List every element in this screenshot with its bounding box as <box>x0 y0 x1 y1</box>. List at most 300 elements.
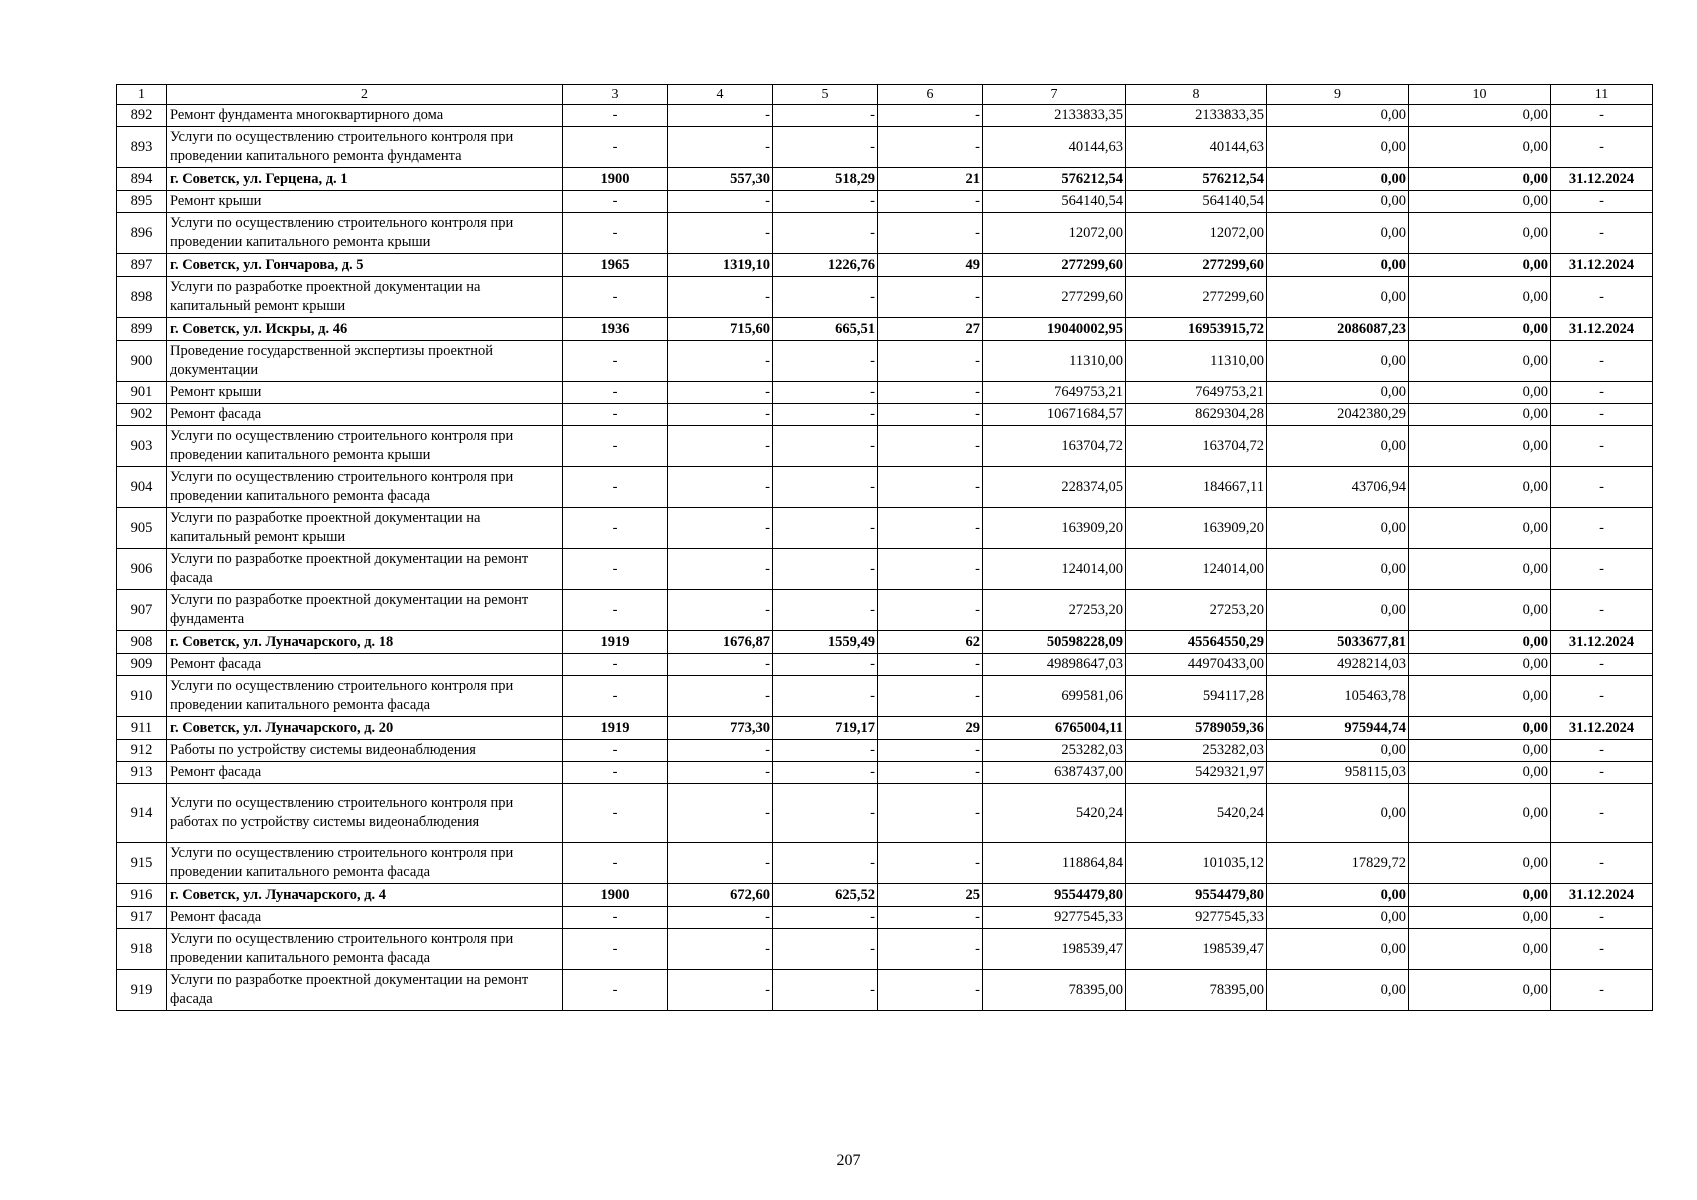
cost-fund-cell: 45564550,29 <box>1126 631 1267 654</box>
cost-other-cell: 43706,94 <box>1267 467 1409 508</box>
cost-other-cell: 17829,72 <box>1267 843 1409 884</box>
item-name-cell: Услуги по осуществлению строительного контроля при проведении капитального ремонта фасада <box>167 676 563 717</box>
cost-owners-cell: 0,00 <box>1409 467 1551 508</box>
cost-owners-cell: 0,00 <box>1409 508 1551 549</box>
total-area-cell: - <box>668 970 773 1011</box>
cost-fund-cell: 40144,63 <box>1126 127 1267 168</box>
deadline-cell: - <box>1551 404 1653 426</box>
living-area-cell: - <box>773 590 878 631</box>
item-name-cell: Услуги по осуществлению строительного контроля при проведении капитального ремонта фундамента <box>167 127 563 168</box>
cost-owners-cell: 0,00 <box>1409 654 1551 676</box>
cost-fund-cell: 124014,00 <box>1126 549 1267 590</box>
cost-other-cell: 0,00 <box>1267 426 1409 467</box>
deadline-cell: - <box>1551 277 1653 318</box>
total-cost-cell: 7649753,21 <box>983 382 1126 404</box>
item-name-cell: Услуги по осуществлению строительного контроля при проведении капитального ремонта фасада <box>167 929 563 970</box>
total-cost-cell: 50598228,09 <box>983 631 1126 654</box>
total-cost-cell: 5420,24 <box>983 784 1126 843</box>
cost-fund-cell: 78395,00 <box>1126 970 1267 1011</box>
living-area-cell: - <box>773 676 878 717</box>
row-number-cell: 907 <box>117 590 167 631</box>
year-built-cell: - <box>563 467 668 508</box>
column-header-5: 5 <box>773 85 878 105</box>
item-name-cell: Услуги по разработке проектной документации на ремонт фундамента <box>167 590 563 631</box>
deadline-cell: - <box>1551 590 1653 631</box>
total-area-cell: - <box>668 277 773 318</box>
total-cost-cell: 564140,54 <box>983 191 1126 213</box>
item-name-cell: Ремонт фундамента многоквартирного дома <box>167 105 563 127</box>
total-cost-cell: 2133833,35 <box>983 105 1126 127</box>
item-name-cell: г. Советск, ул. Луначарского, д. 4 <box>167 884 563 907</box>
item-name-cell: Ремонт крыши <box>167 382 563 404</box>
cost-owners-cell: 0,00 <box>1409 784 1551 843</box>
table-row <box>117 549 1653 590</box>
year-built-cell: - <box>563 213 668 254</box>
item-name-cell: г. Советск, ул. Гончарова, д. 5 <box>167 254 563 277</box>
row-number-cell: 897 <box>117 254 167 277</box>
total-cost-cell: 6387437,00 <box>983 762 1126 784</box>
row-number-cell: 915 <box>117 843 167 884</box>
cost-owners-cell: 0,00 <box>1409 382 1551 404</box>
cost-owners-cell: 0,00 <box>1409 277 1551 318</box>
living-area-cell: 1226,76 <box>773 254 878 277</box>
column-header-4: 4 <box>668 85 773 105</box>
year-built-cell: - <box>563 191 668 213</box>
total-area-cell: - <box>668 191 773 213</box>
total-cost-cell: 163909,20 <box>983 508 1126 549</box>
residents-cell: - <box>878 784 983 843</box>
column-header-8: 8 <box>1126 85 1267 105</box>
year-built-cell: 1965 <box>563 254 668 277</box>
deadline-cell: 31.12.2024 <box>1551 254 1653 277</box>
table-row <box>117 740 1653 762</box>
header-row <box>117 85 1653 105</box>
item-name-cell: г. Советск, ул. Луначарского, д. 18 <box>167 631 563 654</box>
residents-cell: - <box>878 654 983 676</box>
row-number-cell: 911 <box>117 717 167 740</box>
cost-fund-cell: 12072,00 <box>1126 213 1267 254</box>
table-row <box>117 404 1653 426</box>
living-area-cell: - <box>773 341 878 382</box>
deadline-cell: - <box>1551 213 1653 254</box>
item-name-cell: Услуги по разработке проектной документации на ремонт фасада <box>167 549 563 590</box>
deadline-cell: - <box>1551 929 1653 970</box>
cost-other-cell: 0,00 <box>1267 127 1409 168</box>
year-built-cell: - <box>563 341 668 382</box>
total-area-cell: - <box>668 467 773 508</box>
total-cost-cell: 78395,00 <box>983 970 1126 1011</box>
cost-fund-cell: 27253,20 <box>1126 590 1267 631</box>
cost-other-cell: 2042380,29 <box>1267 404 1409 426</box>
total-cost-cell: 277299,60 <box>983 277 1126 318</box>
column-header-2: 2 <box>167 85 563 105</box>
cost-other-cell: 0,00 <box>1267 740 1409 762</box>
table-row <box>117 127 1653 168</box>
item-name-cell: Ремонт фасада <box>167 762 563 784</box>
residents-cell: - <box>878 105 983 127</box>
total-area-cell: 672,60 <box>668 884 773 907</box>
total-area-cell: - <box>668 929 773 970</box>
cost-other-cell: 0,00 <box>1267 277 1409 318</box>
row-number-cell: 900 <box>117 341 167 382</box>
year-built-cell: - <box>563 127 668 168</box>
cost-other-cell: 0,00 <box>1267 254 1409 277</box>
cost-fund-cell: 576212,54 <box>1126 168 1267 191</box>
total-area-cell: - <box>668 676 773 717</box>
year-built-cell: 1900 <box>563 884 668 907</box>
cost-owners-cell: 0,00 <box>1409 191 1551 213</box>
row-number-cell: 905 <box>117 508 167 549</box>
living-area-cell: - <box>773 654 878 676</box>
residents-cell: 62 <box>878 631 983 654</box>
residents-cell: - <box>878 127 983 168</box>
year-built-cell: - <box>563 740 668 762</box>
cost-owners-cell: 0,00 <box>1409 843 1551 884</box>
cost-other-cell: 0,00 <box>1267 784 1409 843</box>
year-built-cell: - <box>563 105 668 127</box>
page-number: 207 <box>836 1152 861 1169</box>
cost-fund-cell: 184667,11 <box>1126 467 1267 508</box>
living-area-cell: 665,51 <box>773 318 878 341</box>
total-area-cell: 557,30 <box>668 168 773 191</box>
item-name-cell: г. Советск, ул. Луначарского, д. 20 <box>167 717 563 740</box>
total-cost-cell: 6765004,11 <box>983 717 1126 740</box>
cost-fund-cell: 564140,54 <box>1126 191 1267 213</box>
total-cost-cell: 9277545,33 <box>983 907 1126 929</box>
total-area-cell: - <box>668 762 773 784</box>
total-cost-cell: 277299,60 <box>983 254 1126 277</box>
residents-cell: - <box>878 191 983 213</box>
residents-cell: - <box>878 762 983 784</box>
living-area-cell: - <box>773 784 878 843</box>
column-header-7: 7 <box>983 85 1126 105</box>
row-number-cell: 896 <box>117 213 167 254</box>
row-number-cell: 916 <box>117 884 167 907</box>
total-cost-cell: 27253,20 <box>983 590 1126 631</box>
residents-cell: - <box>878 676 983 717</box>
cost-fund-cell: 8629304,28 <box>1126 404 1267 426</box>
deadline-cell: - <box>1551 843 1653 884</box>
total-area-cell: - <box>668 508 773 549</box>
item-name-cell: г. Советск, ул. Герцена, д. 1 <box>167 168 563 191</box>
total-cost-cell: 118864,84 <box>983 843 1126 884</box>
residents-cell: - <box>878 213 983 254</box>
row-number-cell: 893 <box>117 127 167 168</box>
deadline-cell: - <box>1551 341 1653 382</box>
residents-cell: - <box>878 341 983 382</box>
total-area-cell: 1676,87 <box>668 631 773 654</box>
cost-owners-cell: 0,00 <box>1409 127 1551 168</box>
cost-owners-cell: 0,00 <box>1409 105 1551 127</box>
year-built-cell: - <box>563 590 668 631</box>
table-row <box>117 508 1653 549</box>
row-number-cell: 906 <box>117 549 167 590</box>
item-name-cell: Услуги по осуществлению строительного контроля при проведении капитального ремонта крыши <box>167 213 563 254</box>
row-number-cell: 892 <box>117 105 167 127</box>
item-name-cell: Ремонт крыши <box>167 191 563 213</box>
year-built-cell: - <box>563 843 668 884</box>
row-number-cell: 914 <box>117 784 167 843</box>
living-area-cell: 719,17 <box>773 717 878 740</box>
cost-fund-cell: 277299,60 <box>1126 277 1267 318</box>
total-area-cell: - <box>668 907 773 929</box>
year-built-cell: - <box>563 426 668 467</box>
row-number-cell: 909 <box>117 654 167 676</box>
total-area-cell: 773,30 <box>668 717 773 740</box>
cost-other-cell: 0,00 <box>1267 884 1409 907</box>
item-name-cell: Услуги по осуществлению строительного контроля при проведении капитального ремонта фасада <box>167 467 563 508</box>
living-area-cell: - <box>773 105 878 127</box>
total-area-cell: - <box>668 590 773 631</box>
living-area-cell: - <box>773 467 878 508</box>
residents-cell: 27 <box>878 318 983 341</box>
total-area-cell: - <box>668 426 773 467</box>
total-area-cell: - <box>668 127 773 168</box>
table-row <box>117 762 1653 784</box>
row-number-cell: 917 <box>117 907 167 929</box>
residents-cell: - <box>878 277 983 318</box>
table-row <box>117 970 1653 1011</box>
deadline-cell: - <box>1551 784 1653 843</box>
living-area-cell: - <box>773 549 878 590</box>
table-row <box>117 426 1653 467</box>
cost-other-cell: 0,00 <box>1267 929 1409 970</box>
column-header-10: 10 <box>1409 85 1551 105</box>
item-name-cell: Услуги по осуществлению строительного контроля при проведении капитального ремонта фасада <box>167 843 563 884</box>
row-number-cell: 903 <box>117 426 167 467</box>
deadline-cell: - <box>1551 508 1653 549</box>
cost-fund-cell: 9277545,33 <box>1126 907 1267 929</box>
row-number-cell: 895 <box>117 191 167 213</box>
cost-other-cell: 0,00 <box>1267 508 1409 549</box>
table-row <box>117 105 1653 127</box>
total-cost-cell: 12072,00 <box>983 213 1126 254</box>
table-header <box>117 85 1653 105</box>
living-area-cell: - <box>773 426 878 467</box>
total-cost-cell: 19040002,95 <box>983 318 1126 341</box>
total-area-cell: 715,60 <box>668 318 773 341</box>
cost-fund-cell: 594117,28 <box>1126 676 1267 717</box>
total-cost-cell: 576212,54 <box>983 168 1126 191</box>
total-area-cell: - <box>668 843 773 884</box>
year-built-cell: 1919 <box>563 631 668 654</box>
address-row <box>117 717 1653 740</box>
row-number-cell: 899 <box>117 318 167 341</box>
living-area-cell: 1559,49 <box>773 631 878 654</box>
data-table <box>116 84 1653 1011</box>
year-built-cell: - <box>563 784 668 843</box>
residents-cell: - <box>878 929 983 970</box>
residents-cell: - <box>878 404 983 426</box>
year-built-cell: - <box>563 508 668 549</box>
cost-fund-cell: 277299,60 <box>1126 254 1267 277</box>
deadline-cell: - <box>1551 654 1653 676</box>
living-area-cell: - <box>773 929 878 970</box>
item-name-cell: Услуги по разработке проектной документации на капитальный ремонт крыши <box>167 277 563 318</box>
item-name-cell: Услуги по разработке проектной документации на ремонт фасада <box>167 970 563 1011</box>
total-area-cell: - <box>668 740 773 762</box>
column-header-1: 1 <box>117 85 167 105</box>
year-built-cell: - <box>563 277 668 318</box>
total-cost-cell: 253282,03 <box>983 740 1126 762</box>
total-area-cell: - <box>668 105 773 127</box>
cost-fund-cell: 253282,03 <box>1126 740 1267 762</box>
total-area-cell: - <box>668 213 773 254</box>
table-row <box>117 277 1653 318</box>
table-row <box>117 191 1653 213</box>
row-number-cell: 910 <box>117 676 167 717</box>
cost-other-cell: 0,00 <box>1267 382 1409 404</box>
living-area-cell: - <box>773 970 878 1011</box>
year-built-cell: - <box>563 762 668 784</box>
cost-owners-cell: 0,00 <box>1409 907 1551 929</box>
item-name-cell: Услуги по осуществлению строительного контроля при работах по устройству системы видеонаблюдения <box>167 784 563 843</box>
residents-cell: - <box>878 907 983 929</box>
living-area-cell: - <box>773 762 878 784</box>
deadline-cell: 31.12.2024 <box>1551 717 1653 740</box>
total-area-cell: - <box>668 784 773 843</box>
total-cost-cell: 124014,00 <box>983 549 1126 590</box>
living-area-cell: - <box>773 213 878 254</box>
row-number-cell: 902 <box>117 404 167 426</box>
year-built-cell: - <box>563 907 668 929</box>
cost-other-cell: 0,00 <box>1267 907 1409 929</box>
cost-other-cell: 4928214,03 <box>1267 654 1409 676</box>
residents-cell: - <box>878 382 983 404</box>
table-body <box>117 105 1653 1011</box>
deadline-cell: 31.12.2024 <box>1551 318 1653 341</box>
cost-fund-cell: 5420,24 <box>1126 784 1267 843</box>
cost-fund-cell: 7649753,21 <box>1126 382 1267 404</box>
row-number-cell: 912 <box>117 740 167 762</box>
cost-owners-cell: 0,00 <box>1409 676 1551 717</box>
residents-cell: - <box>878 590 983 631</box>
deadline-cell: - <box>1551 191 1653 213</box>
cost-other-cell: 958115,03 <box>1267 762 1409 784</box>
deadline-cell: - <box>1551 762 1653 784</box>
cost-owners-cell: 0,00 <box>1409 762 1551 784</box>
table-row <box>117 784 1653 843</box>
cost-other-cell: 5033677,81 <box>1267 631 1409 654</box>
residents-cell: 29 <box>878 717 983 740</box>
item-name-cell: Ремонт фасада <box>167 404 563 426</box>
residents-cell: - <box>878 970 983 1011</box>
table-row <box>117 654 1653 676</box>
year-built-cell: - <box>563 404 668 426</box>
residents-cell: 21 <box>878 168 983 191</box>
year-built-cell: 1919 <box>563 717 668 740</box>
cost-other-cell: 0,00 <box>1267 168 1409 191</box>
year-built-cell: - <box>563 929 668 970</box>
cost-fund-cell: 163909,20 <box>1126 508 1267 549</box>
cost-fund-cell: 9554479,80 <box>1126 884 1267 907</box>
item-name-cell: Ремонт фасада <box>167 907 563 929</box>
deadline-cell: - <box>1551 907 1653 929</box>
total-cost-cell: 10671684,57 <box>983 404 1126 426</box>
cost-owners-cell: 0,00 <box>1409 341 1551 382</box>
row-number-cell: 919 <box>117 970 167 1011</box>
total-cost-cell: 49898647,03 <box>983 654 1126 676</box>
address-row <box>117 884 1653 907</box>
item-name-cell: Работы по устройству системы видеонаблюдения <box>167 740 563 762</box>
deadline-cell: 31.12.2024 <box>1551 168 1653 191</box>
deadline-cell: - <box>1551 676 1653 717</box>
item-name-cell: Услуги по осуществлению строительного контроля при проведении капитального ремонта крыши <box>167 426 563 467</box>
cost-owners-cell: 0,00 <box>1409 929 1551 970</box>
living-area-cell: - <box>773 907 878 929</box>
total-area-cell: 1319,10 <box>668 254 773 277</box>
table-row <box>117 467 1653 508</box>
deadline-cell: - <box>1551 382 1653 404</box>
deadline-cell: 31.12.2024 <box>1551 631 1653 654</box>
item-name-cell: Ремонт фасада <box>167 654 563 676</box>
cost-other-cell: 0,00 <box>1267 341 1409 382</box>
item-name-cell: Услуги по разработке проектной документации на капитальный ремонт крыши <box>167 508 563 549</box>
table-row <box>117 676 1653 717</box>
cost-fund-cell: 5789059,36 <box>1126 717 1267 740</box>
total-cost-cell: 11310,00 <box>983 341 1126 382</box>
cost-other-cell: 2086087,23 <box>1267 318 1409 341</box>
item-name-cell: г. Советск, ул. Искры, д. 46 <box>167 318 563 341</box>
residents-cell: - <box>878 549 983 590</box>
cost-other-cell: 0,00 <box>1267 213 1409 254</box>
table-row <box>117 929 1653 970</box>
deadline-cell: - <box>1551 127 1653 168</box>
cost-other-cell: 975944,74 <box>1267 717 1409 740</box>
table-row <box>117 213 1653 254</box>
cost-owners-cell: 0,00 <box>1409 168 1551 191</box>
year-built-cell: - <box>563 382 668 404</box>
deadline-cell: - <box>1551 740 1653 762</box>
cost-owners-cell: 0,00 <box>1409 970 1551 1011</box>
cost-fund-cell: 16953915,72 <box>1126 318 1267 341</box>
cost-owners-cell: 0,00 <box>1409 884 1551 907</box>
total-cost-cell: 163704,72 <box>983 426 1126 467</box>
cost-fund-cell: 2133833,35 <box>1126 105 1267 127</box>
cost-owners-cell: 0,00 <box>1409 590 1551 631</box>
cost-owners-cell: 0,00 <box>1409 213 1551 254</box>
year-built-cell: - <box>563 549 668 590</box>
living-area-cell: - <box>773 740 878 762</box>
living-area-cell: - <box>773 277 878 318</box>
living-area-cell: - <box>773 404 878 426</box>
residents-cell: - <box>878 467 983 508</box>
cost-other-cell: 0,00 <box>1267 970 1409 1011</box>
year-built-cell: - <box>563 676 668 717</box>
row-number-cell: 901 <box>117 382 167 404</box>
cost-owners-cell: 0,00 <box>1409 631 1551 654</box>
cost-owners-cell: 0,00 <box>1409 318 1551 341</box>
living-area-cell: - <box>773 843 878 884</box>
total-area-cell: - <box>668 404 773 426</box>
cost-fund-cell: 11310,00 <box>1126 341 1267 382</box>
living-area-cell: 625,52 <box>773 884 878 907</box>
total-cost-cell: 198539,47 <box>983 929 1126 970</box>
cost-fund-cell: 163704,72 <box>1126 426 1267 467</box>
cost-other-cell: 0,00 <box>1267 549 1409 590</box>
table-row <box>117 341 1653 382</box>
deadline-cell: 31.12.2024 <box>1551 884 1653 907</box>
cost-fund-cell: 5429321,97 <box>1126 762 1267 784</box>
item-name-cell: Проведение государственной экспертизы проектной документации <box>167 341 563 382</box>
residents-cell: - <box>878 740 983 762</box>
living-area-cell: 518,29 <box>773 168 878 191</box>
total-area-cell: - <box>668 341 773 382</box>
row-number-cell: 913 <box>117 762 167 784</box>
living-area-cell: - <box>773 508 878 549</box>
deadline-cell: - <box>1551 105 1653 127</box>
cost-other-cell: 0,00 <box>1267 590 1409 631</box>
